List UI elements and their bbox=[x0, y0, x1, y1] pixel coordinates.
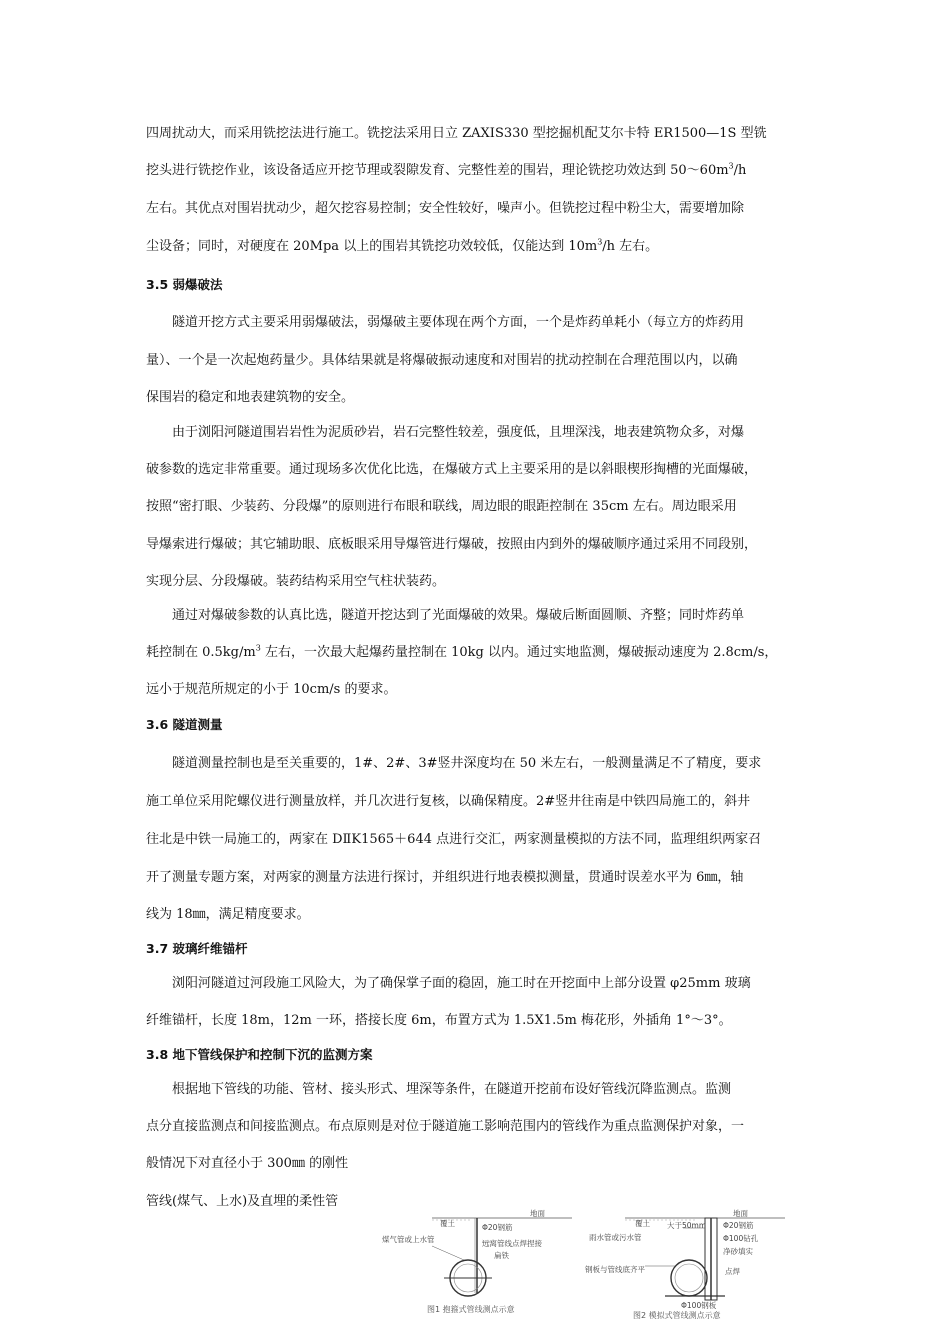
text-line: 挖头进行铣挖作业，该设备适应开挖节理或裂隙发育、完整性差的围岩，理论铣挖功效达到 $50\sim 60m^3/h$ bbox=[146, 161, 747, 178]
text-line: 尘设备；同时，对硬度在 20Mpa 以上的围岩其铣挖功效较低，仅能达到 $10m^3/h$ 左右。 bbox=[146, 237, 659, 254]
figure-2-label: 净砂填实 bbox=[723, 1247, 753, 1256]
figure-2-label: 雨水管或污水管 bbox=[589, 1233, 642, 1242]
section-heading: 3.8 地下管线保护和控制下沉的监测方案 bbox=[146, 1047, 373, 1062]
figure-2-label: Φ100钢板 bbox=[681, 1301, 717, 1310]
figure-1-clamp-measuring-point bbox=[372, 1208, 572, 1318]
figure-2-label: 钢板与管线底齐平 bbox=[585, 1265, 645, 1274]
text-line: 往北是中铁一局施工的，两家在 DⅡK1565＋644 点进行交汇，两家测量模拟的方法不同，监理组织两家召 bbox=[146, 832, 762, 847]
text-line: 浏阳河隧道过河段施工风险大，为了确保掌子面的稳固，施工时在开挖面中上部分设置 φ25mm 玻璃 bbox=[172, 976, 751, 991]
text-line: 量）、一个是一次起炮药量少。具体结果就是将爆破振动速度和对围岩的扰动控制在合理范围以内，以确 bbox=[146, 353, 738, 368]
figure-1-drawing bbox=[372, 1208, 572, 1318]
text-line: 破参数的选定非常重要。通过现场多次优化比选，在爆破方式上主要采用的是以斜眼楔形掏槽的光面爆破， bbox=[146, 462, 758, 477]
text-line: 纤维锚杆，长度 18m，12m 一环，搭接长度 6m，布置方式为 1.5X1.5m 梅花形，外插角 1°～3°。 bbox=[146, 1013, 732, 1028]
figure-2-label: 大于50mm bbox=[667, 1221, 707, 1230]
figure-2-label: Φ20钢筋 bbox=[723, 1221, 754, 1230]
text-line: 远小于规范所规定的小于 10cm/s 的要求。 bbox=[146, 682, 397, 697]
text-line: 隧道测量控制也是至关重要的，1#、2#、3#竖井深度均在 50 米左右，一般测量满足不了精度，要求 bbox=[172, 756, 762, 771]
figure-2-caption: 图2 模拟式管线测点示意 bbox=[633, 1311, 721, 1320]
text-line: 般情况下对直径小于 300㎜ 的刚性 bbox=[146, 1156, 349, 1171]
text-line: 管线(煤气、上水)及直埋的柔性管 bbox=[146, 1194, 339, 1209]
text-line: 耗控制在 $0.5kg/m^3$ 左右，一次最大起爆药量控制在 10kg 以内。通过实地监测，爆破振动速度为 2.8cm/s， bbox=[146, 643, 778, 660]
figure-2-drawing bbox=[585, 1208, 785, 1320]
figure-2-label: Φ100钻孔 bbox=[723, 1234, 759, 1243]
text-line: 按照“密打眼、少装药、分段爆”的原则进行布眼和联线，周边眼的眼距控制在 35cm 左右。周边眼采用 bbox=[146, 499, 737, 514]
figure-1-label: Φ20钢筋 bbox=[482, 1223, 513, 1232]
text-line: 点分直接监测点和间接监测点。布点原则是对位于隧道施工影响范围内的管线作为重点监测保护对象，一 bbox=[146, 1119, 745, 1134]
section-heading: 3.7 玻璃纤维锚杆 bbox=[146, 941, 248, 956]
text-line: 隧道开挖方式主要采用弱爆破法，弱爆破主要体现在两个方面，一个是炸药单耗小（每立方的炸药用 bbox=[172, 315, 745, 330]
figure-1-label: 煤气管或上水管 bbox=[382, 1235, 435, 1244]
text-line: 开了测量专题方案，对两家的测量方法进行探讨，并组织进行地表模拟测量，贯通时误差水平为 6㎜，轴 bbox=[146, 870, 744, 885]
text-line: 线为 18㎜，满足精度要求。 bbox=[146, 907, 310, 922]
figure-2-simulated-measuring-point bbox=[585, 1208, 785, 1320]
text-line: 实现分层、分段爆破。装药结构采用空气柱状装药。 bbox=[146, 574, 446, 589]
text-line: 保围岩的稳定和地表建筑物的安全。 bbox=[146, 390, 355, 405]
figure-1-label: 扁铁 bbox=[494, 1251, 509, 1260]
figure-2-label: 地面 bbox=[733, 1209, 748, 1218]
figure-1-label: 覆土 bbox=[440, 1219, 455, 1228]
figure-1-caption: 图1 抱箍式管线测点示意 bbox=[427, 1305, 515, 1314]
text-line: 左右。其优点对围岩扰动少，超欠挖容易控制；安全性较好，噪声小。但铣挖过程中粉尘大，需要增加除 bbox=[146, 201, 745, 216]
text-line: 施工单位采用陀螺仪进行测量放样，并几次进行复核，以确保精度。2#竖井往南是中铁四局施工的，斜井 bbox=[146, 794, 751, 809]
text-line: 四周扰动大，而采用铣挖法进行施工。铣挖法采用日立 ZAXIS330 型挖掘机配艾尔卡特 ER1500—1S 型铣 bbox=[146, 126, 767, 141]
figure-2-label: 点焊 bbox=[725, 1267, 740, 1276]
figure-1-label: 远离管线点焊捏接 bbox=[482, 1239, 542, 1248]
figure-1-label: 地面 bbox=[530, 1209, 545, 1218]
text-line: 导爆索进行爆破；其它辅助眼、底板眼采用导爆管进行爆破，按照由内到外的爆破顺序通过采用不同段别， bbox=[146, 537, 758, 552]
figure-2-label: 覆土 bbox=[635, 1219, 650, 1228]
text-line: 由于浏阳河隧道围岩岩性为泥质砂岩，岩石完整性较差，强度低，且埋深浅，地表建筑物众多，对爆 bbox=[172, 425, 745, 440]
text-line: 根据地下管线的功能、管材、接头形式、埋深等条件，在隧道开挖前布设好管线沉降监测点。监测 bbox=[172, 1082, 732, 1097]
text-line: 通过对爆破参数的认真比选，隧道开挖达到了光面爆破的效果。爆破后断面圆顺、齐整；同时炸药单 bbox=[172, 608, 745, 623]
section-heading: 3.6 隧道测量 bbox=[146, 717, 223, 732]
section-heading: 3.5 弱爆破法 bbox=[146, 277, 223, 292]
